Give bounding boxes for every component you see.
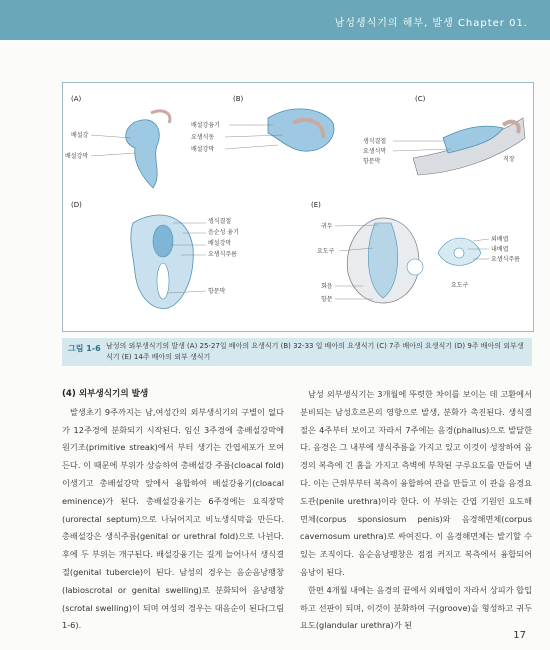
caption-tag: 그림 1-6 (68, 344, 101, 353)
left-column (62, 386, 284, 635)
label-e-urethral-opening: 요도구 (317, 248, 335, 255)
figure-1-6 (62, 82, 534, 332)
running-title: 남성생식기의 해부, 발생 Chapter 01. (334, 18, 528, 29)
label-b-1: 배설강융기 (191, 122, 220, 129)
page-header (0, 0, 550, 40)
label-d-5: 항문막 (208, 288, 226, 295)
label-a-cloaca: 배설강 (71, 132, 89, 139)
label-c-2: 요생식막 (363, 148, 387, 155)
urethral-opening-e (407, 259, 423, 275)
label-e-perineum: 회음 (321, 283, 333, 290)
panel-label-d: (D) (71, 201, 82, 209)
label-e-ectoderm: 외배엽 (491, 236, 509, 243)
section-heading: (4) 외부생식기의 발생 (62, 389, 149, 399)
genital-tubercle-d (153, 225, 173, 257)
cloaca-shape-a (126, 120, 160, 188)
urethral-groove-d (157, 263, 169, 299)
panel-label-e: (E) (311, 201, 321, 209)
label-c-1: 생식결절 (363, 138, 387, 145)
label-d-4: 요생식주름 (208, 251, 237, 258)
page-number: 17 (513, 630, 526, 641)
label-c-4: 직장 (503, 156, 515, 163)
label-b-3: 배설강막 (191, 146, 215, 153)
label-e-endoderm: 내배엽 (491, 246, 509, 253)
embryology-illustration (63, 83, 533, 331)
figure-caption (62, 338, 532, 366)
label-c-3: 항문막 (363, 158, 381, 165)
label-e-anus: 항문 (321, 296, 333, 303)
caption-text: 남성의 외부생식기의 발생 (A) 25-27일 배아의 요생식기 (B) 32-33 일 배아의 요생식기 (C) 7주 배아의 요생식기 (D) 9주 배아의 외부생식기 (E) 14주 배아의 외부 생식기 (106, 342, 524, 361)
panel-label-b: (B) (233, 95, 244, 103)
label-a-cloacal-membrane: 배설강막 (65, 153, 89, 160)
label-e-urethral-opening-2: 요도구 (451, 282, 469, 289)
panel-label-c: (C) (415, 95, 426, 103)
label-d-1: 생식결절 (208, 218, 232, 225)
left-body-text: 발생초기 9주까지는 남,여성간의 외부생식기의 구별이 없다가 12주경에 분화되기 시작된다. 임신 3주경에 총배설강막에 원기조(primitive streak)에서 부터 생기는 간엽세포가 모여든다. 이 때문에 부위가 상승하여 총배설강 주름(cloacal fold)이생기고 총배설강막 앞에서 융합하여 배설강융기(cloacal eminence)가 된다. 총배설강융기는 6주경에는 요직장막(urorectal septum)으로 나뉘어지고 비뇨생식막을 만든다. 총배설강은 생식주름(genital or urethral fold)으로 나뉜다. 후에 두 부위는 개구된다. 배설강융기는 길게 늘어나서 생식결절(genital tubercle)이 된다. 남성의 경우는 음순음낭팽창(labioscrotal or genital swelling)로 분화되어 음낭팽창(scrotal swelling)이 되며 여성의 경우는 대음순이 된다(그림 1-6). (62, 406, 284, 631)
allantois-a (151, 111, 170, 123)
right-column (300, 386, 532, 635)
panel-label-a: (A) (71, 95, 82, 103)
label-b-2: 요생식동 (191, 134, 215, 141)
right-paragraph-1: 남성 외부생식기는 3개월에 뚜렷한 차이를 보이는 데 고환에서 분비되는 남성호르몬의 영향으로 발생, 분화가 촉진된다. 생식결절은 4주부터 보이고 자라서 7주에는 음경(phallus)으로 발달한다. 음경은 그 내부에 생식주름을 가지고 있고 이것이 성장하여 음경의 복측에 긴 홈을 가지고 측벽에 부착된 구루요도를 만들어 낸다. 이는 근위부부터 복측이 융합하여 관을 만들고 이 관을 음경요도관(penile urethra)이라 한다. 이 부위는 간엽 기원인 요도해면체(corpus sponsiosum penis)와 음경해면체(corpus cavernosum urethra)로 싸여진다. 이 음경해면체는 발기할 수 있는 조직이다. 음순음낭팽창은 점점 커지고 복측에서 융합되어 음낭이 된다. (300, 389, 532, 577)
label-d-2: 음순성 융기 (208, 229, 239, 236)
label-e-urogenital-fold: 요생식주름 (491, 256, 520, 263)
label-d-3: 배설강막 (208, 240, 232, 247)
right-paragraph-2: 한편 4개월 내에는 음경의 끝에서 외배엽이 자라서 상피가 합입하고 선판이 되며, 이것이 분화하여 구(groove)을 형성하고 귀두요도(glandular urethra)가 된 (300, 584, 532, 631)
label-e-glans: 귀두 (321, 223, 333, 230)
